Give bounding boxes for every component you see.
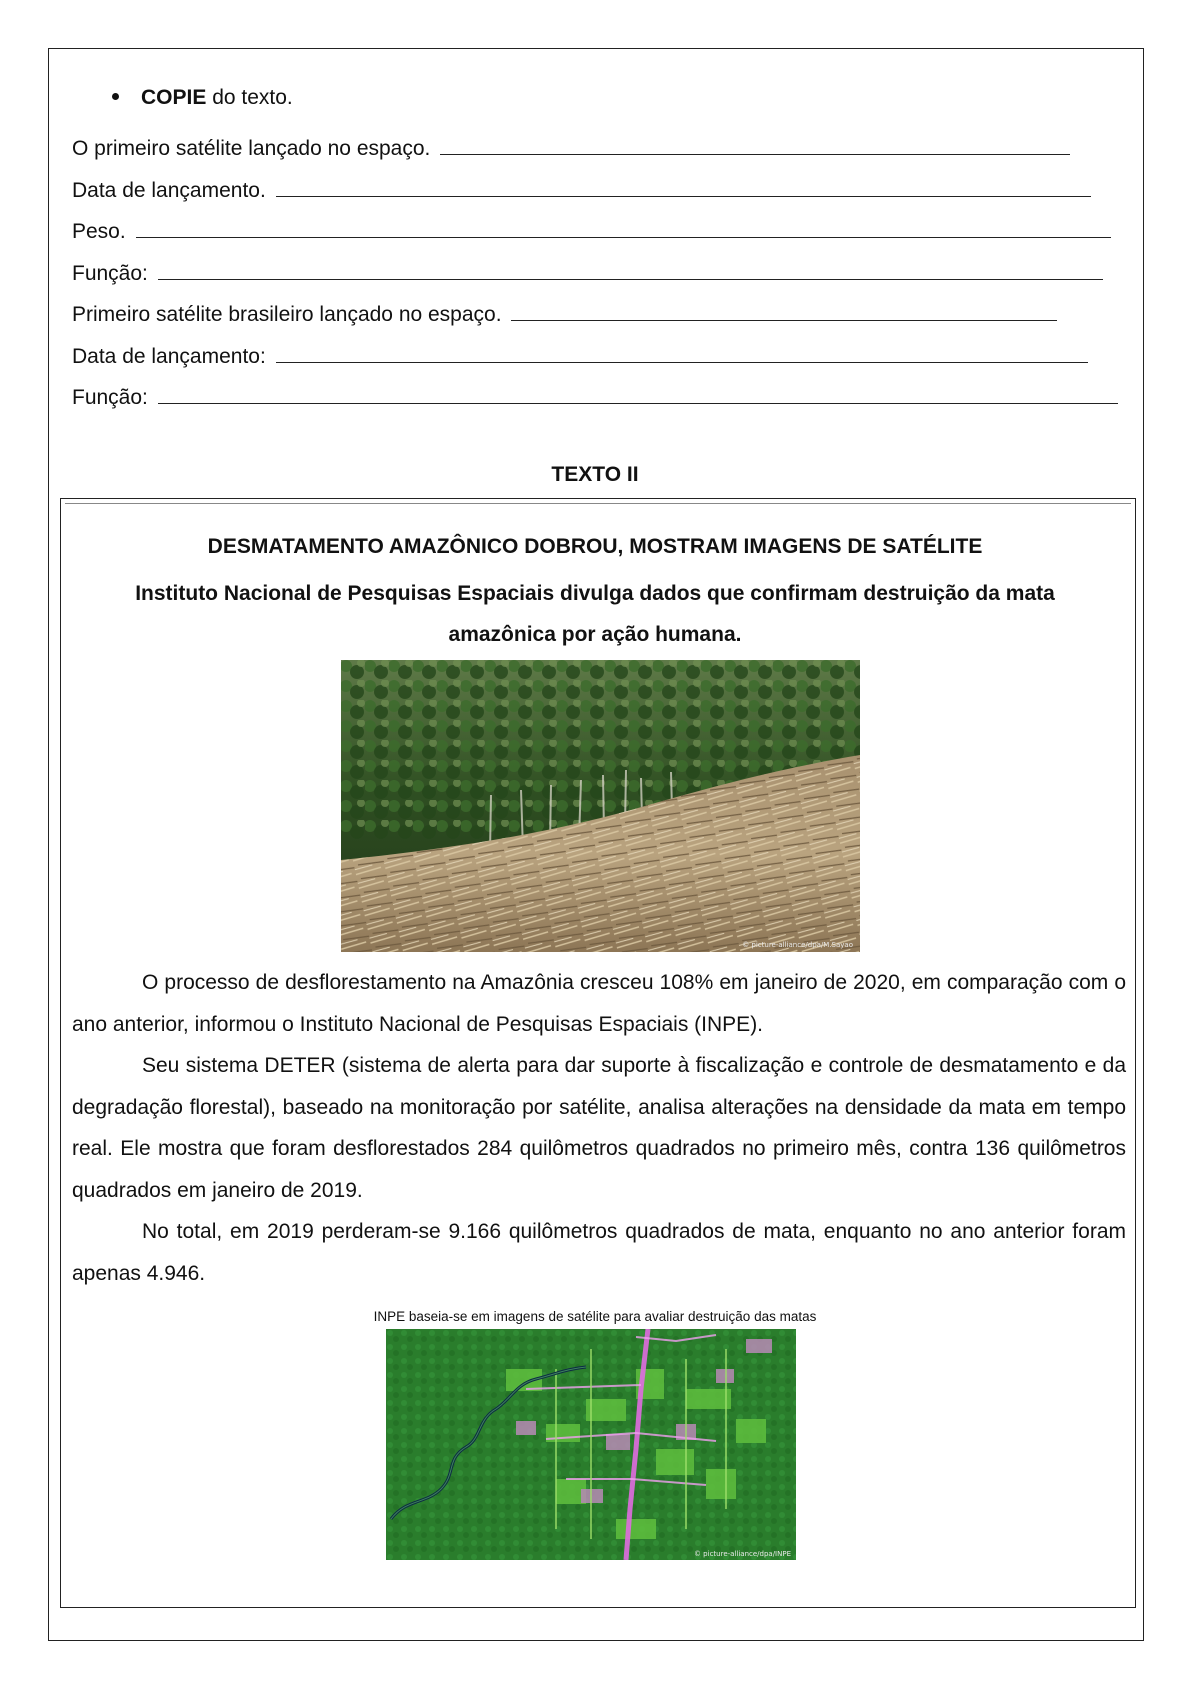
question-line <box>72 336 1122 378</box>
satellite-image <box>386 1329 796 1560</box>
question-list <box>72 128 1122 419</box>
paragraph-3 <box>72 1211 1126 1294</box>
question-label: Data de lançamento. <box>72 178 272 202</box>
instruction-text: do texto. <box>206 86 293 109</box>
question-label: Função: <box>72 386 154 409</box>
question-label: Função: <box>72 261 154 285</box>
question-line <box>72 170 1122 212</box>
article-subheadline: Instituto Nacional de Pesquisas Espaciais divulga dados que confirmam destruição da mata amazônica por ação humana. <box>135 582 1055 646</box>
photo-credit: © picture-alliance/dpa/M.Sayao <box>742 941 853 949</box>
answer-blank[interactable] <box>136 217 1111 238</box>
question-line <box>72 253 1122 295</box>
answer-blank[interactable] <box>158 383 1118 404</box>
question-label: Data de lançamento: <box>72 344 272 368</box>
paragraph-text: O processo de desflorestamento na Amazônia cresceu 108% em janeiro de 2020, em comparação com o ano anterior, informou o Instituto Nacional de Pesquisas Espaciais (INPE). <box>72 971 1126 1036</box>
paragraph-1 <box>72 962 1126 1045</box>
bullet-icon <box>112 93 119 100</box>
question-line <box>72 128 1122 170</box>
deforestation-photo <box>341 660 860 952</box>
answer-blank[interactable] <box>158 259 1103 280</box>
answer-blank[interactable] <box>440 134 1070 155</box>
section-title: TEXTO II <box>551 463 639 486</box>
answer-blank[interactable] <box>276 342 1088 363</box>
divider <box>65 503 1131 504</box>
question-line <box>72 211 1122 253</box>
question-label: Peso. <box>72 220 132 243</box>
paragraph-text: No total, em 2019 perderam-se 9.166 quilômetros quadrados de mata, enquanto no ano anterior foram apenas 4.946. <box>72 1220 1126 1285</box>
question-label: Primeiro satélite brasileiro lançado no espaço. <box>72 303 508 326</box>
paragraph-text: Seu sistema DETER (sistema de alerta para dar suporte à fiscalização e controle de desmatamento e da degradação florestal), baseado na monitoração por satélite, analisa alterações na densidade da mata em tempo real. Ele mostra que foram desflorestados 284 quilômetros quadrados no primeiro mês, contra 136 quilômetros quadrados em janeiro de 2019. <box>72 1054 1126 1202</box>
answer-blank[interactable] <box>511 300 1057 321</box>
question-line <box>72 377 1122 419</box>
article-headline: DESMATAMENTO AMAZÔNICO DOBROU, MOSTRAM IMAGENS DE SATÉLITE <box>207 535 983 558</box>
question-label: O primeiro satélite lançado no espaço. <box>72 137 437 160</box>
answer-blank[interactable] <box>276 176 1091 197</box>
satellite-credit: © picture-alliance/dpa/INPE <box>693 1550 791 1558</box>
paragraph-2 <box>72 1045 1126 1211</box>
question-line <box>72 294 1122 336</box>
instruction-bold: COPIE <box>141 86 207 109</box>
instruction <box>112 86 293 110</box>
satellite-caption: INPE baseia-se em imagens de satélite para avaliar destruição das matas <box>373 1309 817 1324</box>
